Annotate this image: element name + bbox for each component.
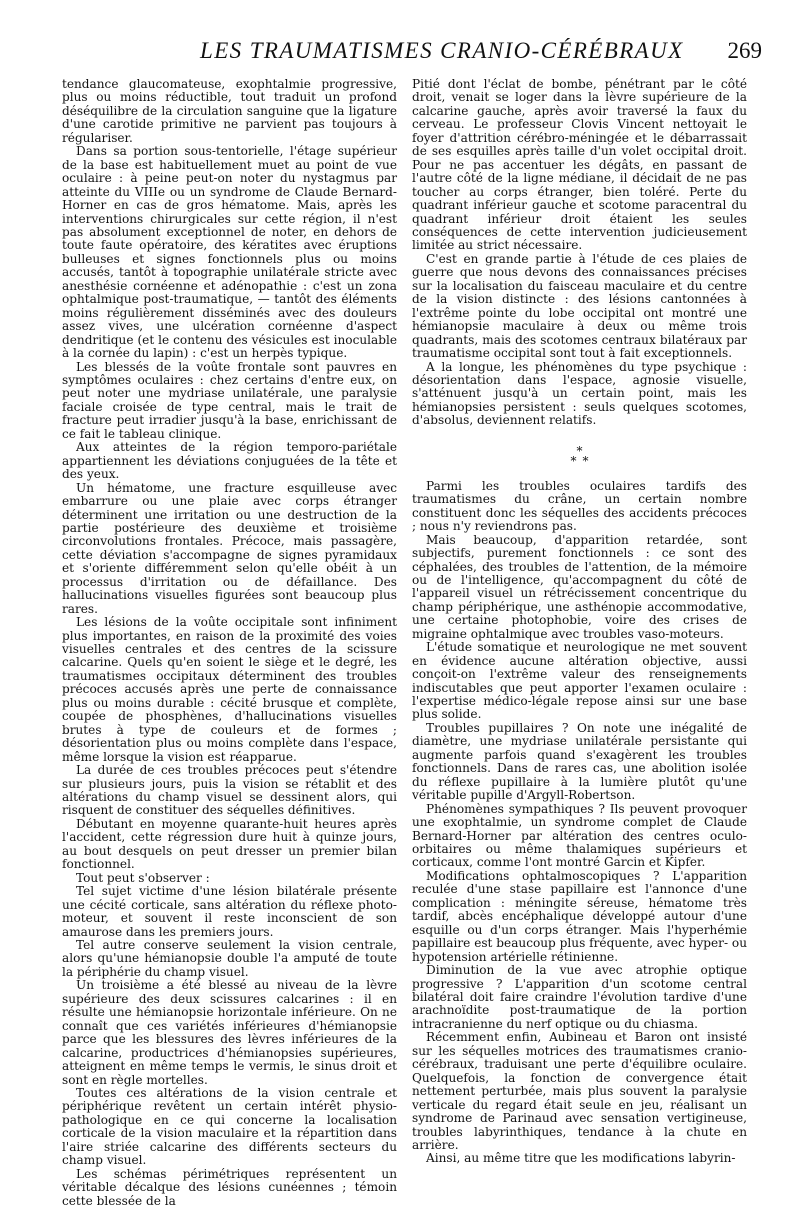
paragraph: Phénomènes sympathiques ? Ils peuvent provoquer une exophtalmie, un syndrome complet de Claude Bernard-Horner par altération des centres oculo-orbitaires ou même thalamiques supérieurs et corticaux, comme l'ont montré Garcin et Kipfer.	[412, 801, 747, 870]
paragraph: C'est en grande partie à l'étude de ces plaies de guerre que nous devons des connaissances précises sur la localisation du faisceau maculaire et du centre de la vision distincte : des lésions cantonnées à l'extrême pointe du lobe occipital ont montré une hémianopsie maculaire à deux ou même trois quadrants, mais des scotomes centraux bilatéraux par traumatisme occipital sont tout à fait exceptionnels.	[412, 251, 747, 361]
paragraph: Les schémas périmétriques représentent un véritable décalque des lésions cunéennes ; témoin cette blessée de la	[62, 1166, 397, 1208]
paragraph: Débutant en moyenne quarante-huit heures après l'accident, cette régression dure huit à quinze jours, au bout desquels on peut dresser un premier bilan fonctionnel.	[62, 816, 397, 872]
paragraph: Les lésions de la voûte occipitale sont infiniment plus importantes, en raison de la proximité des voies visuelles centrales et des centres de la scissure calcarine. Quels qu'en soient le siège et le degré, les traumatismes occipitaux déterminent des troubles précoces accusés après une perte de connaissance plus ou moins durable : cécité brusque et complète, coupée de phosphènes, d'hallucinations visuelles brutes à type de couleurs et de formes ; désorientation plus ou moins complète dans l'espace, même lorsque la vision est réapparue.	[62, 615, 397, 764]
paragraph: Toutes ces altérations de la vision centrale et périphérique revêtent un certain intérêt physio-pathologique en ce qui concerne la localisation corticale de la vision maculaire et la répartition dans l'aire striée calcarine des différents secteurs du champ visuel.	[62, 1085, 397, 1168]
paragraph: Mais beaucoup, d'apparition retardée, sont subjectifs, purement fonctionnels : ce sont des céphalées, des troubles de l'attention, de la mémoire ou de l'intelligence, qu'accompagnent du côté de l'appareil visuel un rétrécissement concentrique du champ périphérique, une asthénopie accommodative, une certaine photophobie, voire des crises de migraine ophtalmique avec troubles vaso-moteurs.	[412, 532, 747, 641]
paragraph: A la longue, les phénomènes du type psychique : désorientation dans l'espace, agnosie visuelle, s'atténuent jusqu'à un certain point, mais les hémianopsies persistent : seuls quelques scotomes, d'absolus, deviennent relatifs.	[412, 359, 747, 428]
separator-top: *	[576, 443, 583, 458]
paragraph: Tel autre conserve seulement la vision centrale, alors qu'une hémianopsie double l'a amputé de toute la périphérie du champ visuel.	[62, 938, 397, 979]
paragraph: Tel sujet victime d'une lésion bilatérale présente une cécité corticale, sans altération du réflexe photo-moteur, et souvent il reste inconscient de son amaurose dans les premiers jours.	[62, 884, 397, 939]
paragraph: Modifications ophtalmoscopiques ? L'apparition reculée d'une stase papillaire est l'annonce d'une complication : méningite séreuse, hématome très tardif, abcès encéphalique développé autour d'une esquille ou d'un corps étranger. Mais l'hyperhémie papillaire est beaucoup plus fréquente, avec hyper- ou hypotension artérielle rétinienne.	[412, 868, 747, 964]
paragraph: Diminution de la vue avec atrophie optique progressive ? L'apparition d'un scotome central bilatéral doit faire craindre l'évolution tardive d'une arachnoïdite post-traumatique de la portion intracranienne du nerf optique ou du chiasma.	[412, 963, 747, 1031]
separator-bottom: **	[570, 453, 595, 468]
section-separator	[412, 443, 747, 468]
paragraph: Parmi les troubles oculaires tardifs des traumatismes du crâne, un certain nombre constituent donc les séquelles des accidents précoces ; nous n'y reviendrons pas.	[412, 478, 747, 534]
paragraph: La durée de ces troubles précoces peut s'étendre sur plusieurs jours, puis la vision se rétablit et des altérations du champ visuel se dessinent alors, qui risquent de constituer des séquelles définitives.	[62, 763, 397, 818]
page-number: 269	[727, 38, 762, 63]
paragraph: Tout peut s'observer :	[76, 870, 210, 885]
paragraph: tendance glaucomateuse, exophtalmie progressive, plus ou moins réductible, tout traduit un profond déséquilibre de la circulation sanguine que la ligature d'une carotide primitive ne parvient pas toujours à régulariser.	[62, 77, 397, 145]
page-header	[60, 38, 770, 72]
paragraph: Dans sa portion sous-tentorielle, l'étage supérieur de la base est habituellement muet au point de vue oculaire : à peine peut-on noter du nystagmus par atteinte du VIIIe ou un syndrome de Claude Bernard-Horner en cas de gros hématome. Mais, après les interventions chirurgicales sur cette région, il n'est pas absolument exceptionnel de noter, en dehors de toute faute opératoire, des kératites avec éruptions bulleuses et signes fonctionnels plus ou moins accusés, tantôt à topographie unilatérale stricte avec anesthésie cornéenne et adénopathie : c'est un zona ophtalmique post-traumatique, — tantôt des éléments moins régulièrement disséminés avec des douleurs assez vives, une ulcération cornéenne d'aspect dendritique (et le contenu des vésicules est inoculable à la cornée du lapin) : c'est un herpès typique.	[62, 144, 397, 361]
paragraph: Les blessés de la voûte frontale sont pauvres en symptômes oculaires : chez certains d'entre eux, on peut noter une mydriase unilatérale, une paralysie faciale croisée de type central, mais le trait de fracture peut irradier jusqu'à la base, enrichissant de ce fait le tableau clinique.	[62, 359, 397, 441]
paragraph: Pitié dont l'éclat de bombe, pénétrant par le côté droit, venait se loger dans la lèvre supérieure de la calcarine gauche, après avoir traversé la faux du cerveau. Le professeur Clovis Vincent nettoyait le foyer d'attrition cérébro-méningée et le débarrassait de ses esquilles après taille d'un volet occipital droit. Pour ne pas accentuer les dégâts, en passant de l'autre côté de la ligne médiane, il décidait de ne pas toucher au corps étranger, bien toléré. Perte du quadrant inférieur gauche et scotome paracentral du quadrant inférieur droit étaient les seules conséquences de cette intervention judicieusement limitée au strict nécessaire.	[412, 77, 747, 253]
paragraph: Aux atteintes de la région temporo-pariétale appartiennent les déviations conjuguées de la tête et des yeux.	[62, 440, 397, 482]
paragraph: Un hématome, une fracture esquilleuse avec embarrure ou une plaie avec corps étranger déterminent une irritation ou une destruction de la partie postérieure des deuxième et troisième circonvolutions frontales. Précoce, mais passagère, cette déviation s'accompagne de signes pyramidaux et s'oriente différemment selon qu'elle obéit à un processus d'irritation ou de défaillance. Des hallucinations visuelles figurées sont beaucoup plus rares.	[62, 480, 397, 616]
paragraph: Récemment enfin, Aubineau et Baron ont insisté sur les séquelles motrices des traumatismes cranio-cérébraux, traduisant une perte d'équilibre oculaire. Quelquefois, la fonction de convergence était nettement perturbée, mais plus souvent la paralysie verticale du regard était seule en jeu, réalisant un syndrome de Parinaud avec sensation vertigineuse, troubles labyrinthiques, tendance à la chute en arrière.	[412, 1030, 747, 1152]
paragraph: Un troisième a été blessé au niveau de la lèvre supérieure des deux scissures calcarines : il en résulte une hémianopsie horizontale inférieure. On ne connaît que ces variétés inférieures d'hémianopsie parce que les blessures des lèvres inférieures de la calcarine, productrices d'hémianopsies supérieures, atteignent en même temps le vermis, le sinus droit et sont en règle mortelles.	[62, 978, 397, 1087]
running-title: LES TRAUMATISMES CRANIO-CÉRÉBRAUX	[200, 38, 684, 63]
right-column	[412, 78, 747, 1166]
left-column	[62, 78, 397, 1208]
paragraph: Ainsi, au même titre que les modifications labyrin-	[426, 1151, 736, 1166]
paragraph: Troubles pupillaires ? On note une inégalité de diamètre, une mydriase unilatérale persistante qui augmente parfois quand s'exagèrent les troubles fonctionnels. Dans de rares cas, une abolition isolée du réflexe pupillaire à la lumière plutôt qu'une véritable pupille d'Argyll-Robertson.	[412, 720, 747, 803]
paragraph: L'étude somatique et neurologique ne met souvent en évidence aucune altération objective, aussi conçoit-on l'extrême valeur des renseignements indiscutables que peut apporter l'examen oculaire : l'expertise médico-légale repose ainsi sur une base plus solide.	[412, 640, 747, 722]
